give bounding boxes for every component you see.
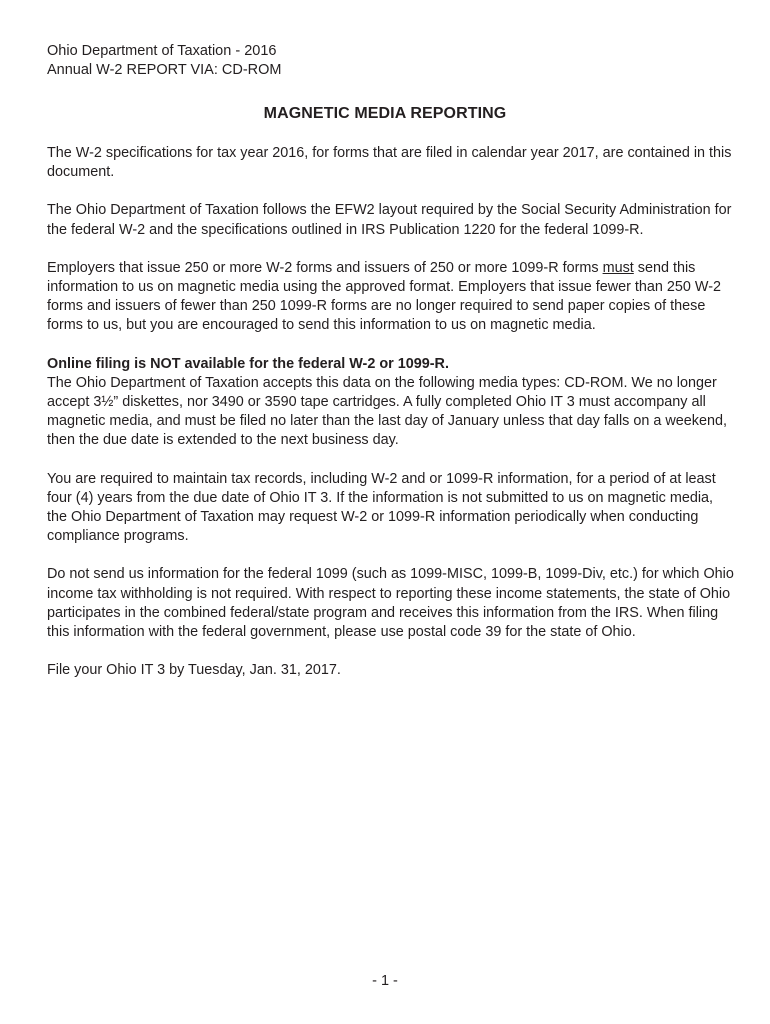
paragraph-filing-requirement (47, 259, 737, 336)
paragraph-record-keeping: You are required to maintain tax records, including W-2 and or 1099-R information, for a period of at least four (4) years from the due date of Ohio IT 3. If the information is not submitted to us on magnetic media, the Ohio Department of Taxation may request W-2 or 1099-R information periodically when conducting compliance programs. (47, 470, 716, 545)
online-filing-notice: Online filing is NOT available for the federal W-2 or 1099-R. (47, 355, 449, 372)
header-agency-line: Ohio Department of Taxation - 2016 (47, 43, 277, 59)
paragraph-filing-requirement-start: Employers that issue 250 or more W-2 forms and issuers of 250 or more 1099-R forms (47, 259, 603, 276)
paragraph-filing-requirement-end: send this information to us on magnetic media using the approved format. Employers that issue fewer than 250 W-2 forms and issuers of fewer than 250 1099-R forms are no longer required to send paper copies of these forms to us, but you are encouraged to send this information to us on magnetic media. (47, 259, 722, 334)
paragraph-specifications: The W-2 specifications for tax year 2016, for forms that are filed in calendar year 2017, are contained in this document. (47, 145, 732, 181)
page-title: MAGNETIC MEDIA REPORTING (263, 105, 507, 122)
paragraph-efw2-layout: The Ohio Department of Taxation follows the EFW2 layout required by the Social Security Administration for the federal W-2 and the specifications outlined in IRS Publication 1220 for the federal 1099-R. (47, 202, 732, 238)
document-body (47, 144, 737, 699)
document-header (47, 42, 281, 80)
header-report-line: Annual W-2 REPORT VIA: CD-ROM (47, 62, 282, 78)
must-emphasis: must (602, 259, 634, 276)
paragraph-due-date: File your Ohio IT 3 by Tuesday, Jan. 31, 2017. (47, 662, 341, 679)
paragraph-media-types (47, 355, 737, 451)
page-number: - 1 - (372, 973, 398, 989)
paragraph-media-types-text: The Ohio Department of Taxation accepts this data on the following media types: CD-ROM. We no longer accept 3½” diskettes, nor 3490 or 3590 tape cartridges. A fully completed Ohio IT 3 must accompany all magnetic media, and must be filed no later than the last day of January unless that day falls on a weekend, then the due date is extended to the next business day. (47, 374, 727, 449)
paragraph-federal-1099: Do not send us information for the federal 1099 (such as 1099-MISC, 1099-B, 1099-Div, etc.) for which Ohio income tax withholding is not required. With respect to reporting these income statements, the state of Ohio participates in the combined federal/state program and receives this information from the IRS. When filing this information with the federal government, please use postal code 39 for the state of Ohio. (47, 566, 734, 641)
